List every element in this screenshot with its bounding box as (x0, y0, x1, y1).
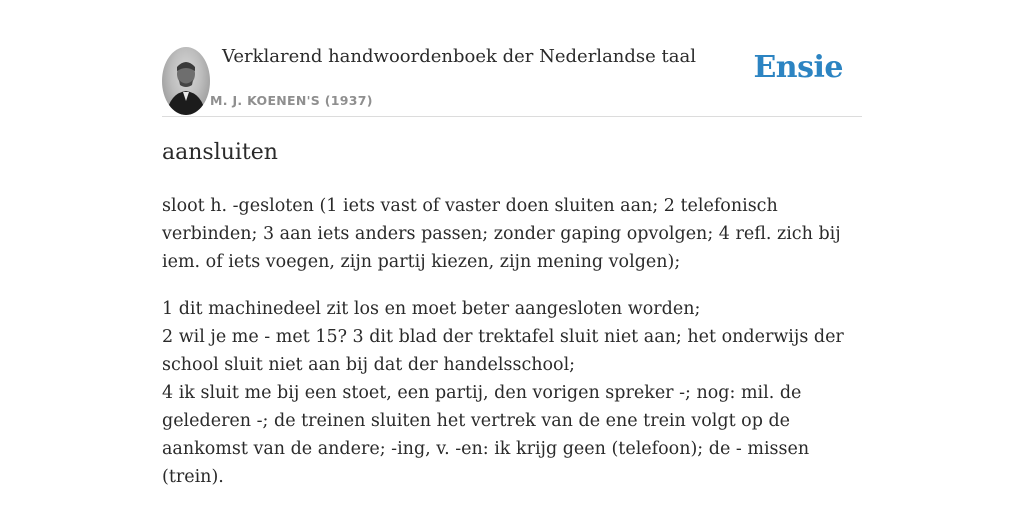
example-line: 4 ik sluit me bij een stoet, een partij, den vorigen spreker -; nog: mil. de gelederen -; de treinen sluiten het vertrek van de ene trein volgt op de aankomst van de andere; -ing, v. -en: ik krijg geen (telefoon); de - missen (trein). (162, 383, 810, 487)
entry-headword: aansluiten (162, 140, 278, 165)
book-header (162, 44, 862, 117)
entry-examples (162, 295, 866, 491)
book-subtitle: M. J. KOENEN'S (1937) (210, 93, 373, 108)
example-line: 2 wil je me - met 15? 3 dit blad der trektafel sluit niet aan; het onderwijs der school sluit niet aan bij dat der handelsschool; (162, 327, 844, 375)
author-portrait-icon (162, 47, 210, 115)
example-line: 1 dit machinedeel zit los en moet beter aangesloten worden; (162, 299, 701, 319)
book-title: Verklarend handwoordenboek der Nederlandse taal (222, 46, 696, 67)
brand-logo-link[interactable]: Ensie (753, 50, 843, 85)
entry-definition: sloot h. -gesloten (1 iets vast of vaster doen sluiten aan; 2 telefonisch verbinden; 3 aan iets anders passen; zonder gaping opvolgen; 4 refl. zich bij iem. of iets voegen, zijn partij kiezen, zijn mening volgen); (162, 196, 841, 272)
